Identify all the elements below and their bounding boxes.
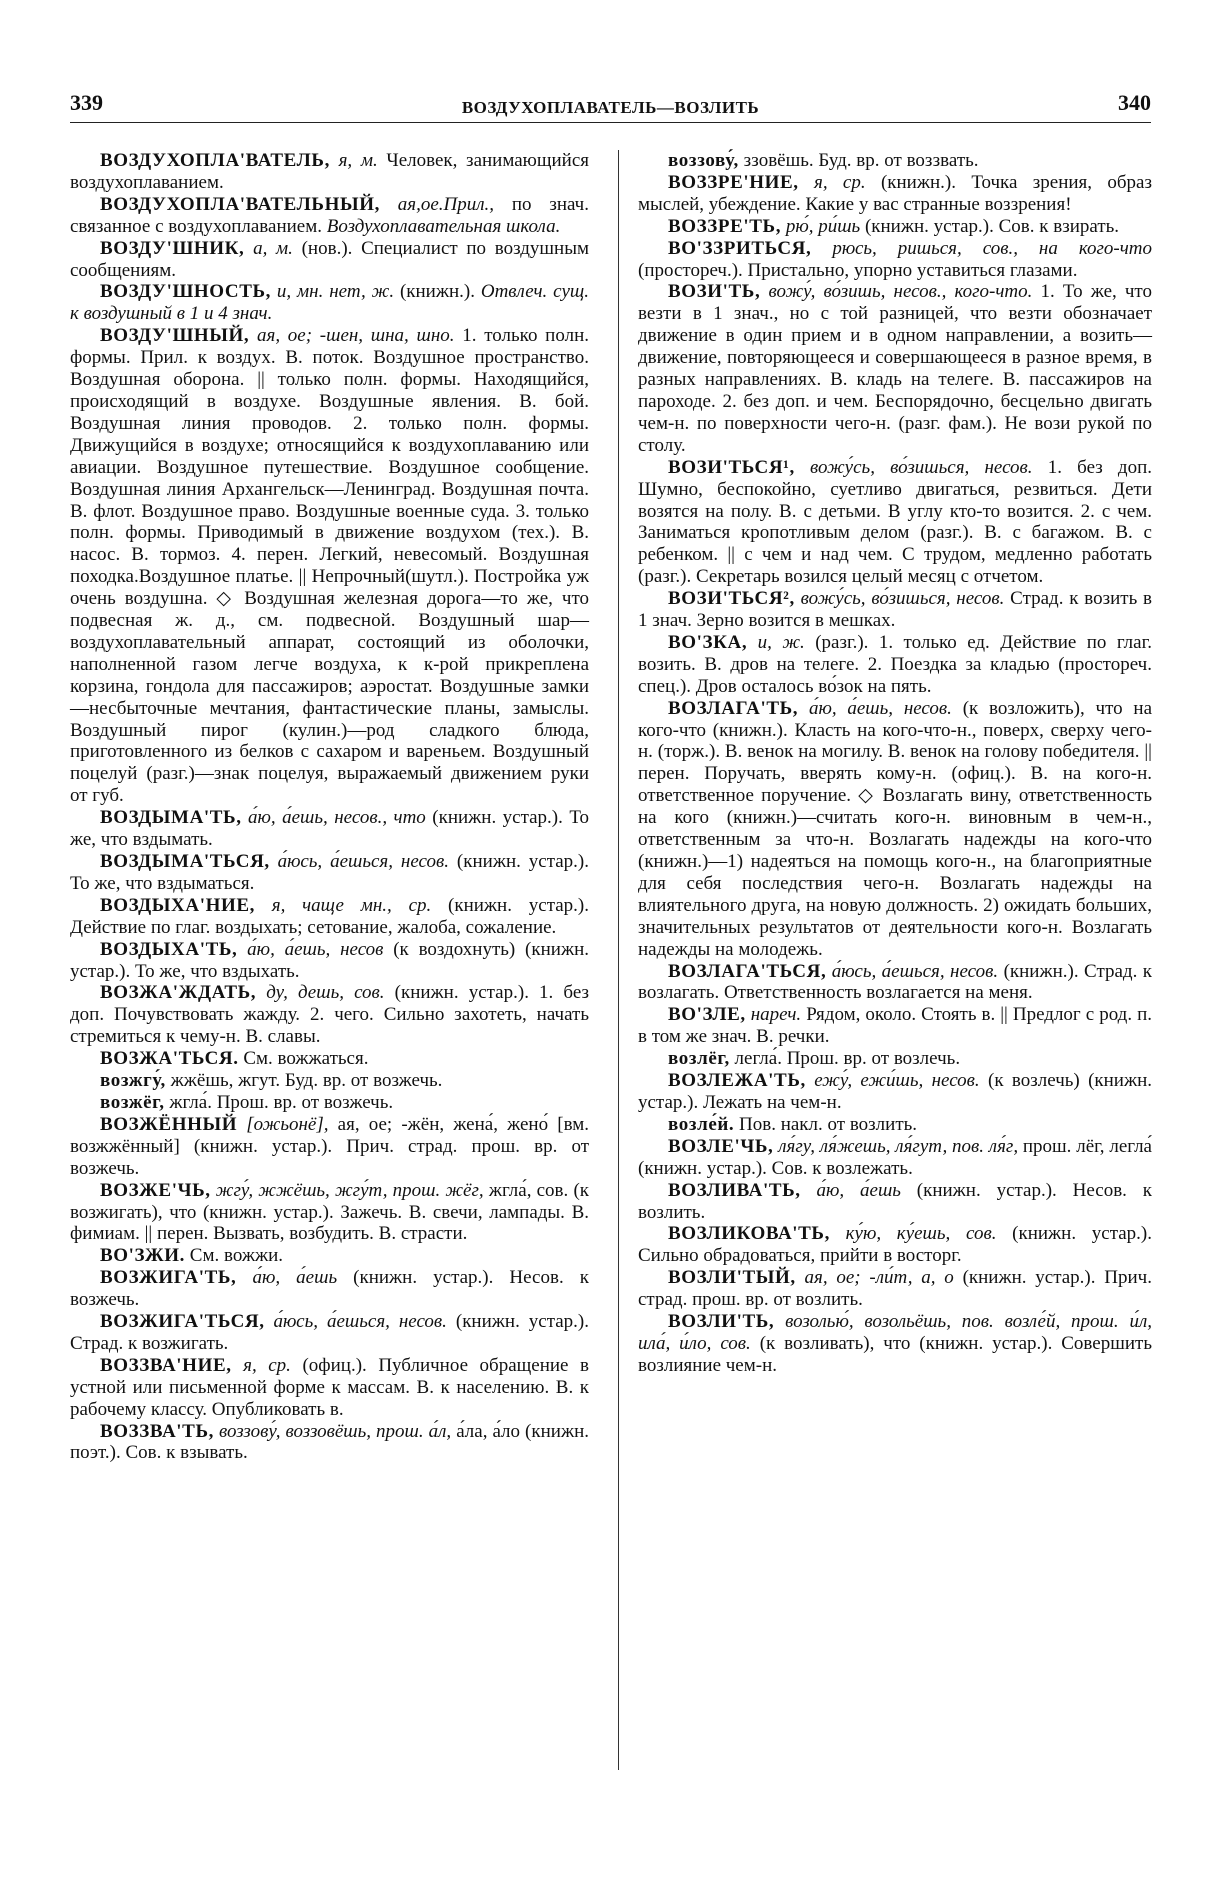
definition-text: (книжн. устар.). То же, что вздымать. [70,807,590,851]
headword: ВОЗЗВА'НИЕ, [100,1354,232,1376]
dictionary-entry [638,1136,1152,1180]
definition-text: (книжн. устар.). Страд. к возжигать. [70,1311,589,1354]
headword: ВОЗЗРЕ'НИЕ, [668,171,799,193]
headword: ВОЗЖИГА'ТЬ, [100,1267,237,1289]
grammar-note: ая,ое.Прил., [397,193,495,215]
headword: возжгу́, [100,1070,166,1092]
grammar-note: ая, ое; -ли́т, а, о [804,1267,954,1289]
definition-text: (книжн. устар.). То же, что вздыматься. [70,851,590,894]
dictionary-entry [638,1048,1152,1070]
definition-text: жгла́. Прош. вр. от возжечь. [169,1091,394,1113]
definition-text: (книжн. устар.). Действие по глаг. воздыхать; сетование, жалоба, сожаление. [70,894,589,938]
grammar-note: и, ж. [757,631,805,653]
headword: воззову́, [668,150,739,171]
definition-text: (книжн.). [394,281,481,303]
definition-text: Страд. к возить в 1 знач. Зерно возится в мешках. [638,588,1152,632]
headword: ВОЗИ'ТЬСЯ², [668,588,795,610]
definition-text: по знач. связанное с воздухоплаванием. [70,193,589,237]
definition-text: 1. без доп. Шумно, беспокойно, суетливо двигаться, резвиться. Дети возятся на полу. В. с детьми. В углу кто-то возится. 2. с чем. Заниматься кропотливым делом (разг.). В. с багажом. В. с ребенком. || с чем и над чем. С трудом, медленно работать (разг.). Секретарь возился целый месяц с отчетом. [638,456,1153,588]
definition-text: жгла́, сов. (к возжигать), что (книжн. устар.). Зажечь. В. свечи, лампады. В. фимиам. || перен. Вызвать, возбудить. В. страсти. [70,1179,589,1245]
definition-text: ая, ое; -жён, жена́, жено́ [вм. возжжённый] (книжн. устар.). Прич. страд. прош. вр. от возжечь. [70,1113,589,1179]
definition-text: (разг.). 1. только ед. Действие по глаг. возить. В. дров на телеге. 2. Поездка за кладью (простореч. спец.). Дров осталось во́зок на пять. [638,631,1152,697]
dictionary-entry [638,1311,1152,1377]
definition-text: (книжн. устар.). Прич. страд. прош. вр. от возлить. [638,1267,1152,1311]
definition-text: См. вожжи. [189,1245,284,1267]
dictionary-entry [70,939,589,983]
definition-text: 1. То же, что везти в 1 знач., но с той разницей, что везти обозначает движение в один прием и в одном направлении, а возить—движение, повторяющееся и совершающееся в разное время, в разных направлениях. В. кладь на телеге. В. пассажиров на пароходе. 2. без доп. и чем. Беспорядочно, бесцельно двигать чем-н. по поверхности чего-н. (разг. фам.). Не вози рукой по столу. [638,281,1152,456]
grammar-note: а́ю, а́ешь, несов., что [248,807,426,829]
definition-text: (книжн. устар.). Сильно обрадоваться, прийти в восторг. [638,1223,1153,1267]
definition-text: а́ла, а́ло (книжн. поэт.). Сов. к взывать. [70,1420,589,1464]
headword: ВОЗЛИВА'ТЬ, [668,1179,801,1201]
grammar-note: я, чаще мн., ср. [271,894,432,916]
headword: ВОЗИ'ТЬ, [668,281,761,303]
dictionary-entry [70,150,589,194]
definition-text: Человек, занимающийся воздухоплаванием. [70,150,589,193]
grammar-note: я, ср. [814,171,866,193]
page-number-right: 340 [1118,90,1151,115]
headword: ВОЗДУ'ШНОСТЬ, [100,281,272,303]
definition-text: ззовёшь. Буд. вр. от воззвать. [743,150,979,171]
dictionary-entry [638,1114,1152,1136]
grammar-note: ду, дешь, сов. [266,982,385,1004]
headword: ВОЗЛИКОВА'ТЬ, [668,1223,830,1245]
grammar-note: вожу́сь, во́зишься, несов. [800,588,1005,610]
headword: ВОЗДУ'ШНЫЙ, [100,325,250,347]
definition-text: См. вожжаться. [243,1048,369,1070]
running-title: ВОЗДУХОПЛАВАТЕЛЬ—ВОЗЛИТЬ [461,98,760,117]
definition-text: (книжн. устар.). Сов. к взирать. [860,215,1120,237]
headword: возжёг, [100,1091,165,1113]
grammar-note: а́юсь, а́ешься, несов. [831,960,999,982]
grammar-note: ку́ю, ку́ешь, сов. [845,1223,997,1245]
headword: ВОЗЖЕ'ЧЬ, [100,1179,211,1201]
headword: ВО'ЗКА, [668,631,748,653]
dictionary-entry [70,194,589,238]
definition-text: (к возложить), что на кого-что (книжн.). Класть на кого-что-н., поверх, сверху чего-н. (торж.). В. венок на могилу. В. венок на голову победителя. || перен. Поручать, вверять кому-н. (офиц.). В. на кого-н. ответственное поручение. ◇ Возлагать вину, ответственность на кого (книжн.)—считать кого-н. виновным в чем-н., ответственным за что-н. Возлагать надежды на кого-что (книжн.)—1) надеяться на помощь кого-н., на благоприятные для себя последствия чего-н. Возлагать надежды на влиятельного друга, на новую должность. 2) ожидать больших, значительных результатов от деятельности кого-н. Возлагать надежды на молодежь. [638,697,1153,960]
left-column [70,150,589,1464]
column-divider [618,150,619,1770]
dictionary-entry [638,238,1152,282]
dictionary-entry [638,1267,1152,1311]
dictionary-entry [70,325,589,807]
headword: ВОЗЛИ'ТЫЙ, [668,1267,796,1289]
definition-text: (нов.). Специалист по воздушным сообщениям. [70,237,589,281]
dictionary-entry [70,851,589,895]
dictionary-entry [638,698,1152,961]
definition-text: (книжн. устар.). Несов. к возлить. [638,1179,1153,1223]
headword: ВОЗЖЁННЫЙ [100,1113,238,1135]
headword: ВОЗЛЕ'ЧЬ, [668,1135,774,1157]
grammar-note: рюсь, ришься, сов., на кого-что [832,237,1153,259]
headword: ВО'ЗЛЕ, [668,1004,746,1026]
dictionary-entry [638,1070,1152,1114]
headword: ВОЗДЫХА'ТЬ, [100,938,238,960]
grammar-note: вожу́, во́зишь, несов., кого-что. [768,281,1033,303]
definition-text: Рядом, около. Стоять в. || Предлог с род. п. в том же знач. В. речки. [638,1004,1153,1048]
dictionary-entry [638,1004,1152,1048]
grammar-note: ля́гу, ля́жешь, ля́гут, пов. ля́г, [778,1135,1019,1157]
grammar-note: [ожьонё], [246,1113,329,1135]
grammar-note: ая, ое; -шен, шна, шно. [257,325,455,347]
headword: возлёг, [668,1048,730,1070]
dictionary-entry [70,1245,589,1267]
definition-text: Пов. накл. от возлить. [739,1113,918,1135]
grammar-note: а́юсь, а́ешься, несов. [277,851,449,872]
dictionary-entry [70,1092,589,1114]
grammar-note: а́ю, а́ешь, несов [247,938,384,960]
definition-text: (офиц.). Публичное обращение в устной или письменной форме к массам. В. к населению. В. к рабочему классу. Опубликовать в. [70,1354,590,1420]
dictionary-entry [638,216,1152,238]
dictionary-entry [70,982,589,1048]
grammar-note: жгу́, жжёшь, жгу́т, прош. жёг, [215,1179,484,1201]
definition-text: (простореч.). Пристально, упорно уставиться глазами. [638,259,1078,281]
dictionary-entry [70,1355,589,1421]
definition-text: (книжн. устар.). Несов. к возжечь. [70,1267,589,1311]
dictionary-entry [638,588,1152,632]
dictionary-entry [70,1267,589,1311]
headword: ВОЗЛАГА'ТЬ, [668,697,799,719]
headword: ВОЗЛЕЖА'ТЬ, [668,1070,806,1092]
definition-text: (книжн.). Точка зрения, образ мыслей, убеждение. Какие у вас странные воззрения! [638,171,1152,215]
example-text: Отвлеч. сущ. к воздушный в 1 и 4 знач. [70,281,590,325]
dictionary-entry [638,457,1152,588]
dictionary-entry [70,1048,589,1070]
grammar-note: воззову́, воззовёшь, прош. а́л, [219,1420,452,1442]
definition-text: (к возливать), что (книжн. устар.). Совершить возлияние чем-н. [638,1332,1152,1376]
headword: ВОЗЖИГА'ТЬСЯ, [100,1311,265,1333]
grammar-note: рю́, ри́шь [785,215,861,237]
dictionary-entry [70,281,589,325]
dictionary-entry [638,281,1152,456]
grammar-note: вожу́сь, во́зишься, несов. [809,456,1033,478]
definition-text: жжёшь, жгут. Буд. вр. от возжечь. [170,1070,443,1092]
definition-text: легла́. Прош. вр. от возлечь. [734,1048,961,1070]
dictionary-entry [70,1070,589,1092]
headword: ВОЗЖА'ТЬСЯ. [100,1048,239,1070]
headword: ВОЗДУХОПЛА'ВАТЕЛЬ, [100,150,330,171]
headword: возле́й. [668,1113,735,1135]
page-number-left: 339 [70,90,103,115]
dictionary-entry [638,1180,1152,1224]
dictionary-entry [70,238,589,282]
dictionary-entry [70,1311,589,1355]
headword: ВО'ЗЗРИТЬСЯ, [668,237,812,259]
grammar-note: ежу́, ежи́шь, несов. [814,1070,980,1092]
definition-text: (к воздохнуть) (книжн. устар.). То же, что вздыхать. [70,938,589,982]
grammar-note: а́юсь, а́ешься, несов. [273,1311,447,1333]
definition-text: (книжн. устар.). 1. без доп. Почувствовать жажду. 2. чего. Сильно захотеть, начать стремиться к чему-н. В. славы. [70,982,589,1048]
grammar-note: я, м. [338,150,378,171]
running-header [70,88,1151,123]
headword: ВОЗЗВА'ТЬ, [100,1420,214,1442]
definition-text: прош. лёг, легла́ (книжн. устар.). Сов. к возлежать. [638,1135,1152,1179]
dictionary-entry [638,150,1152,172]
headword: ВОЗЛАГА'ТЬСЯ, [668,960,827,982]
dictionary-entry [638,961,1152,1005]
headword: ВОЗДЫХА'НИЕ, [100,894,255,916]
right-column [638,150,1152,1377]
grammar-note: а́ю, а́ешь [252,1267,338,1289]
headword: ВО'ЗЖИ. [100,1245,186,1267]
dictionary-entry [70,895,589,939]
grammar-note: нареч. [750,1004,802,1026]
dictionary-entry [70,1180,589,1246]
grammar-note: я, ср. [243,1354,291,1376]
headword: ВОЗЖА'ЖДАТЬ, [100,982,257,1004]
headword: ВОЗЗРЕ'ТЬ, [668,215,782,237]
grammar-note: а́ю, а́ешь [816,1179,901,1201]
definition-text: (книжн.). Страд. к возлагать. Ответственность возлагается на меня. [638,960,1153,1004]
headword: ВОЗЛИ'ТЬ, [668,1311,775,1333]
headword: ВОЗДЫМА'ТЬСЯ, [100,851,270,872]
grammar-note: а́ю, а́ешь, несов. [808,697,952,719]
grammar-note: возолью́, возольёшь, пов. возле́й, прош. и́л, ила́, и́ло, сов. [638,1311,1152,1354]
headword: ВОЗИ'ТЬСЯ¹, [668,456,795,478]
grammar-note: а, м. [253,237,293,259]
headword: ВОЗДЫМА'ТЬ, [100,807,242,829]
dictionary-entry [70,807,589,851]
definition-text: (к возлечь) (книжн. устар.). Лежать на чем-н. [638,1070,1153,1113]
definition-text: 1. только полн. формы. Прил. к воздух. В. поток. Воздушное пространство. Воздушная оборона. || только полн. формы. Находящийся, происходящий в воздухе. Воздушные явления. В. бой. Воздушная линия проводов. 2. только полн. формы. Движущийся в воздухе; относящийся к воздухоплаванию или авиации. Воздушное путешествие. Воздушное сообщение. Воздушная линия Архангельск—Ленинград. Воздушная почта. В. флот. Воздушное право. Воздушные военные суда. 3. только полн. формы. Приводимый в движение воздухом (тех.). В. насос. В. тормоз. 4. перен. Легкий, невесомый. Воздушная походка.Воздушное платье. || Непрочный(шутл.). Постройка уж очень воздушна. ◇ Воздушная железная дорога—то же, что подвесная ж. д., см. подвесной. Воздушный шар—воздухоплавательный аппарат, состоящий из оболочки, наполненной газом легче воздуха, к к-рой прикреплена корзина, гондола для пассажиров; аэростат. Воздушные замки—несбыточные мечтания, фантастические планы, замыслы. Воздушный пирог (кулин.)—род сладкого блюда, приготовленного из белков с сахаром и вареньем. Воздушный поцелуй (разг.)—знак поцелуя, выражаемый движением руки от губ. [70,325,589,807]
dictionary-entry [70,1114,589,1180]
dictionary-entry [638,632,1152,698]
grammar-note: и, мн. нет, ж. [276,281,395,303]
dictionary-entry [638,172,1152,216]
headword: ВОЗДУ'ШНИК, [100,237,245,259]
dictionary-entry [70,1421,589,1465]
dictionary-entry [638,1223,1152,1267]
example-text: Воздухоплавательная школа. [326,215,561,237]
headword: ВОЗДУХОПЛА'ВАТЕЛЬНЫЙ, [100,193,380,215]
